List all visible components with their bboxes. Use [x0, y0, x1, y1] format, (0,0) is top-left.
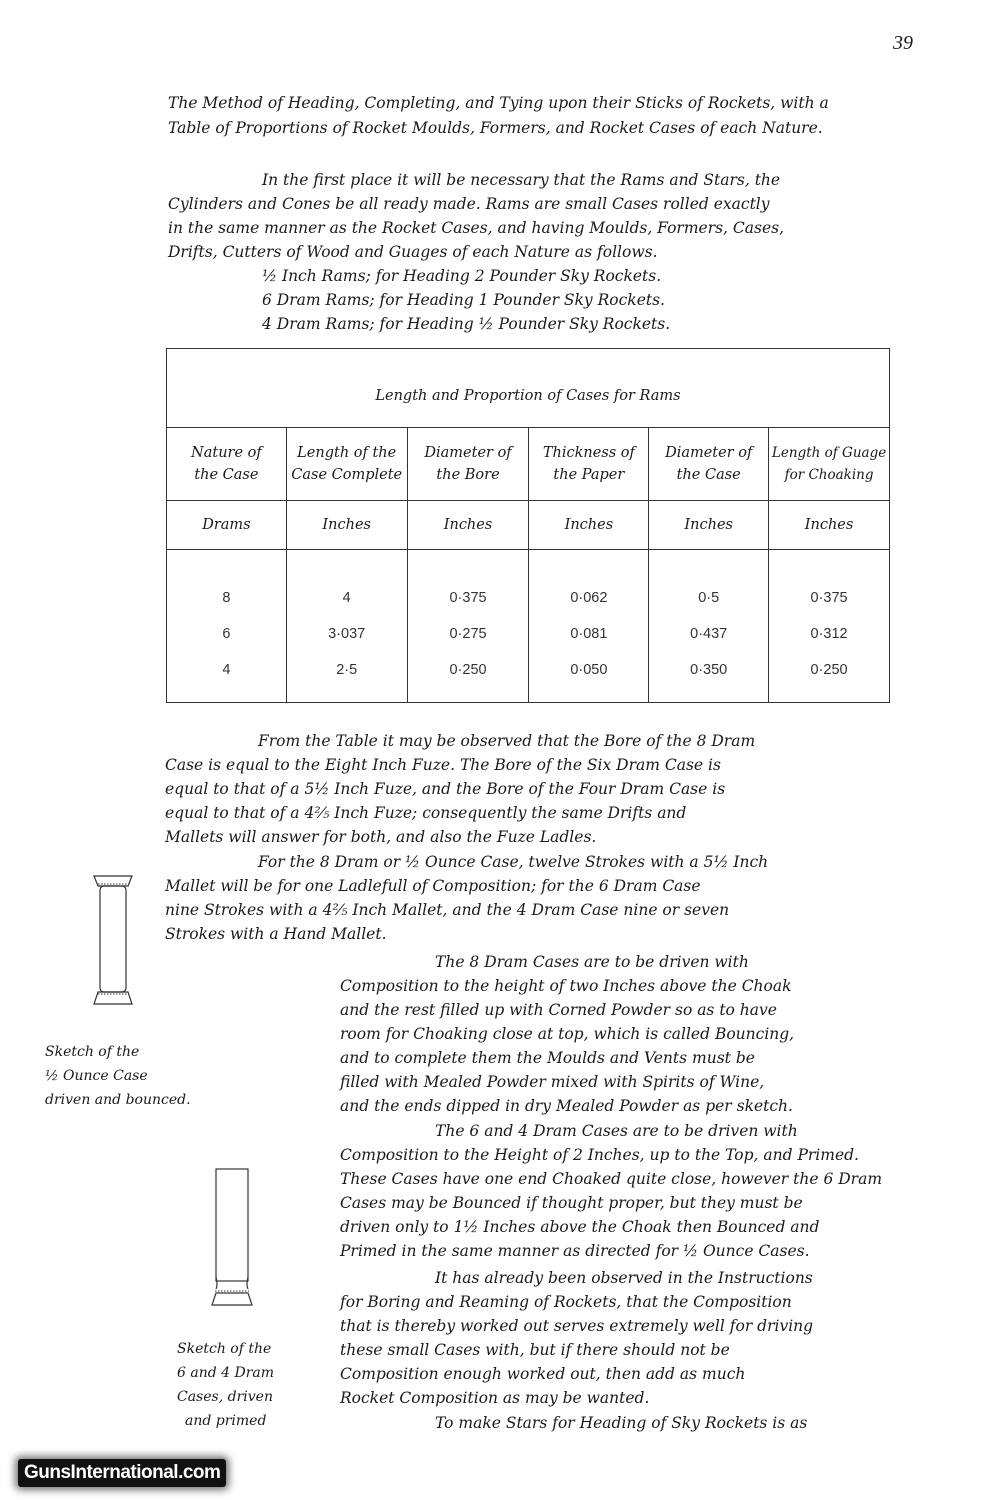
page-number: 39: [893, 32, 913, 54]
text-line: nine Strokes with a 4⅖ Inch Mallet, and the 4 Dram Case nine or seven: [165, 901, 730, 919]
list-item: 6 Dram Rams; for Heading 1 Pounder Sky Rockets.: [262, 291, 665, 309]
text-line: and to complete them the Moulds and Vents must be: [340, 1049, 755, 1067]
caption-line: ½ Ounce Case: [45, 1068, 148, 1084]
unit-cell: Inches: [407, 501, 529, 550]
column-header: Nature of the Case: [167, 428, 287, 501]
text-line: For the 8 Dram or ½ Ounce Case, twelve Strokes with a 5½ Inch: [258, 853, 769, 871]
unit-cell: Inches: [529, 501, 649, 550]
table-data-row: [167, 550, 890, 703]
heading-line: Table of Proportions of Rocket Moulds, Formers, and Rocket Cases of each Nature.: [168, 119, 823, 137]
caption-line: Sketch of the: [45, 1044, 140, 1060]
text-line: Cylinders and Cones be all ready made. Rams are small Cases rolled exactly: [168, 195, 770, 213]
caption-line: Cases, driven: [177, 1389, 273, 1405]
text-line: driven only to 1½ Inches above the Choak then Bounced and: [340, 1218, 820, 1236]
half-ounce-case-sketch: [88, 870, 138, 1010]
data-column: 0·375 0·275 0·250: [407, 550, 529, 703]
list-item: 4 Dram Rams; for Heading ½ Pounder Sky Rockets.: [262, 315, 671, 333]
list-item: ½ Inch Rams; for Heading 2 Pounder Sky Rockets.: [262, 267, 662, 285]
column-header: Length of the Case Complete: [286, 428, 407, 501]
text-line: Drifts, Cutters of Wood and Guages of each Nature as follows.: [168, 243, 658, 261]
text-line: Rocket Composition as may be wanted.: [340, 1389, 650, 1407]
text-line: room for Choaking close at top, which is called Bouncing,: [340, 1025, 795, 1043]
column-header: Thickness of the Paper: [529, 428, 649, 501]
text-line: It has already been observed in the Instructions: [435, 1269, 813, 1287]
text-line: for Boring and Reaming of Rockets, that the Composition: [340, 1293, 792, 1311]
text-line: From the Table it may be observed that the Bore of the 8 Dram: [258, 732, 756, 750]
caption-line: driven and bounced.: [45, 1092, 191, 1108]
watermark-logo: GunsInternational.com: [18, 1459, 226, 1487]
text-line: To make Stars for Heading of Sky Rockets is as: [435, 1414, 808, 1432]
text-line: Primed in the same manner as directed for ½ Ounce Cases.: [340, 1242, 810, 1260]
column-header: Diameter of the Bore: [407, 428, 529, 501]
text-line: Mallet will be for one Ladlefull of Composition; for the 6 Dram Case: [165, 877, 701, 895]
text-line: Case is equal to the Eight Inch Fuze. The Bore of the Six Dram Case is: [165, 756, 721, 774]
text-line: Mallets will answer for both, and also the Fuze Ladles.: [165, 828, 597, 846]
column-header: Diameter of the Case: [649, 428, 769, 501]
rams-proportion-table: [166, 348, 890, 703]
text-line: Composition enough worked out, then add as much: [340, 1365, 746, 1383]
unit-cell: Drams: [167, 501, 287, 550]
text-line: The 8 Dram Cases are to be driven with: [435, 953, 749, 971]
column-header: Length of Guage for Choaking: [769, 428, 890, 501]
data-column: 0·375 0·312 0·250: [769, 550, 890, 703]
text-line: Composition to the height of two Inches above the Choak: [340, 977, 792, 995]
unit-cell: Inches: [286, 501, 407, 550]
table-header-row: [167, 428, 890, 501]
six-four-dram-case-sketch: [210, 1165, 254, 1313]
unit-cell: Inches: [769, 501, 890, 550]
data-column: 0·062 0·081 0·050: [529, 550, 649, 703]
data-column: 4 3·037 2·5: [286, 550, 407, 703]
text-line: In the first place it will be necessary that the Rams and Stars, the: [262, 171, 781, 189]
text-line: Composition to the Height of 2 Inches, up to the Top, and Primed.: [340, 1146, 859, 1164]
heading-line: The Method of Heading, Completing, and Tying upon their Sticks of Rockets, with a: [168, 94, 829, 112]
text-line: and the rest filled up with Corned Powder so as to have: [340, 1001, 777, 1019]
table-title: Length and Proportion of Cases for Rams: [167, 349, 890, 428]
caption-line: Sketch of the: [177, 1341, 272, 1357]
text-line: Strokes with a Hand Mallet.: [165, 925, 387, 943]
text-line: The 6 and 4 Dram Cases are to be driven with: [435, 1122, 798, 1140]
text-line: in the same manner as the Rocket Cases, and having Moulds, Formers, Cases,: [168, 219, 785, 237]
text-line: Cases may be Bounced if thought proper, but they must be: [340, 1194, 803, 1212]
data-column: 0·5 0·437 0·350: [649, 550, 769, 703]
table-units-row: [167, 501, 890, 550]
data-column: 8 6 4: [167, 550, 287, 703]
text-line: these small Cases with, but if there should not be: [340, 1341, 730, 1359]
caption-line: and primed: [185, 1413, 267, 1429]
text-line: These Cases have one end Choaked quite close, however the 6 Dram: [340, 1170, 883, 1188]
text-line: and the ends dipped in dry Mealed Powder as per sketch.: [340, 1097, 793, 1115]
unit-cell: Inches: [649, 501, 769, 550]
text-line: that is thereby worked out serves extremely well for driving: [340, 1317, 814, 1335]
text-line: equal to that of a 5½ Inch Fuze, and the Bore of the Four Dram Case is: [165, 780, 726, 798]
caption-line: 6 and 4 Dram: [177, 1365, 275, 1381]
text-line: equal to that of a 4⅖ Inch Fuze; consequently the same Drifts and: [165, 804, 687, 822]
text-line: filled with Mealed Powder mixed with Spirits of Wine,: [340, 1073, 765, 1091]
